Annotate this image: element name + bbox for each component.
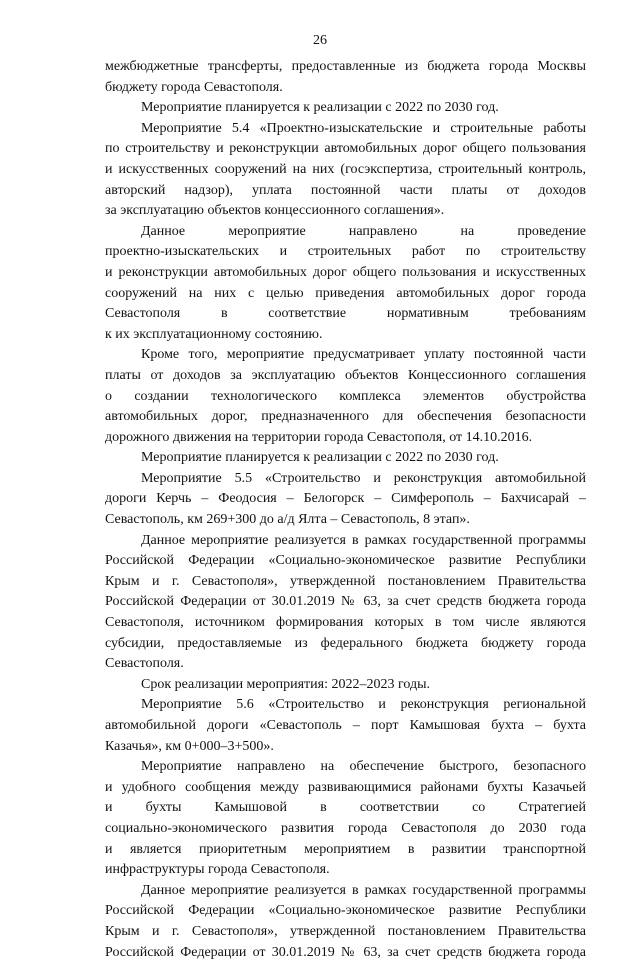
text-line: платы от доходов за эксплуатацию объектов Концессионного соглашения: [105, 367, 586, 383]
text-line: Казачья», км 0+000–3+500».: [105, 738, 274, 754]
text-line: о создании технологического комплекса элементов обустройства: [105, 388, 586, 404]
text-line: бюджету города Севастополя.: [105, 79, 283, 95]
text-line: Российской Федерации «Социально-экономическое развитие Республики: [105, 903, 586, 919]
text-line: дороги Керчь – Феодосия – Белогорск – Симферополь – Бахчисарай –: [105, 491, 586, 507]
text-line: инфраструктуры города Севастополя.: [105, 862, 330, 878]
text-line: дорожного движения на территории города Севастополя, от 14.10.2016.: [105, 429, 533, 445]
text-line: Российской Федерации от 30.01.2019 № 63, за счет средств бюджета города: [105, 594, 586, 610]
text-line: межбюджетные трансферты, предоставленные из бюджета города Москвы: [105, 59, 586, 74]
text-line: авторский надзор), уплата постоянной части платы от доходов: [105, 182, 586, 198]
text-line: Крым и г. Севастополя», утвержденной постановлением Правительства: [105, 923, 586, 939]
text-line: Срок реализации мероприятия: 2022–2023 годы.: [141, 676, 431, 692]
text-line: автомобильной дороги «Севастополь – порт Камышовая бухта – бухта: [105, 718, 586, 733]
text-line: Мероприятие 5.6 «Строительство и реконструкция региональной: [141, 697, 586, 713]
text-line: Мероприятие направлено на обеспечение быстрого, безопасного: [141, 759, 586, 775]
text-line: Крым и г. Севастополя», утвержденной постановлением Правительства: [105, 573, 586, 589]
page-number: 26: [313, 33, 327, 48]
text-line: Севастополь, км 269+300 до а/д Ялта – Севастополь, 8 этап».: [105, 512, 470, 528]
text-line: и искусственных сооружений на них (госэкспертиза, строительный контроль,: [105, 161, 586, 177]
text-line: и удобного сообщения между развивающимися районами бухты Казачьей: [105, 779, 586, 795]
text-line: Севастополя.: [105, 656, 184, 672]
text-line: Мероприятие планируется к реализации с 2022 по 2030 год.: [141, 100, 499, 116]
text-line: Данное мероприятие направлено на проведение: [141, 223, 586, 239]
text-line: Мероприятие планируется к реализации с 2022 по 2030 год.: [141, 450, 499, 466]
text-line: к их эксплуатационному состоянию.: [105, 326, 323, 342]
text-line: Данное мероприятие реализуется в рамках государственной программы: [141, 532, 586, 548]
text-line: Мероприятие 5.5 «Строительство и реконструкция автомобильной: [141, 470, 586, 486]
text-line: субсидии, предоставляемые из федерального бюджета бюджету города: [105, 635, 586, 651]
text-line: за эксплуатацию объектов концессионного соглашения».: [105, 203, 445, 219]
text-line: и является приоритетным мероприятием в развитии транспортной: [105, 841, 586, 857]
text-line: Российской Федерации «Социально-экономическое развитие Республики: [105, 553, 586, 569]
text-line: и бухты Камышовой в соответствии со Стратегией: [105, 800, 586, 816]
text-line: проектно-изыскательских и строительных работ по строительству: [105, 244, 586, 260]
text-line: Севастополя, источником формирования которых в том числе являются: [105, 615, 586, 631]
text-line: сооружений на них с целью приведения автомобильных дорог города: [105, 285, 586, 301]
text-line: Кроме того, мероприятие предусматривает уплату постоянной части: [141, 347, 586, 363]
text-line: Данное мероприятие реализуется в рамках государственной программы: [141, 882, 586, 898]
text-line: социально-экономического развития города Севастополя до 2030 года: [105, 820, 586, 836]
text-line: Севастополя в соответствие нормативным требованиям: [105, 306, 586, 322]
text-line: и реконструкции автомобильных дорог общего пользования и искусственных: [105, 264, 586, 280]
text-line: автомобильных дорог, предназначенного для обеспечения безопасности: [105, 409, 586, 425]
text-line: Российской Федерации от 30.01.2019 № 63, за счет средств бюджета города: [105, 944, 586, 960]
text-line: по строительству и реконструкции автомобильных дорог общего пользования: [105, 141, 586, 157]
document-body: [105, 57, 586, 963]
text-line: Мероприятие 5.4 «Проектно-изыскательские и строительные работы: [141, 120, 586, 136]
